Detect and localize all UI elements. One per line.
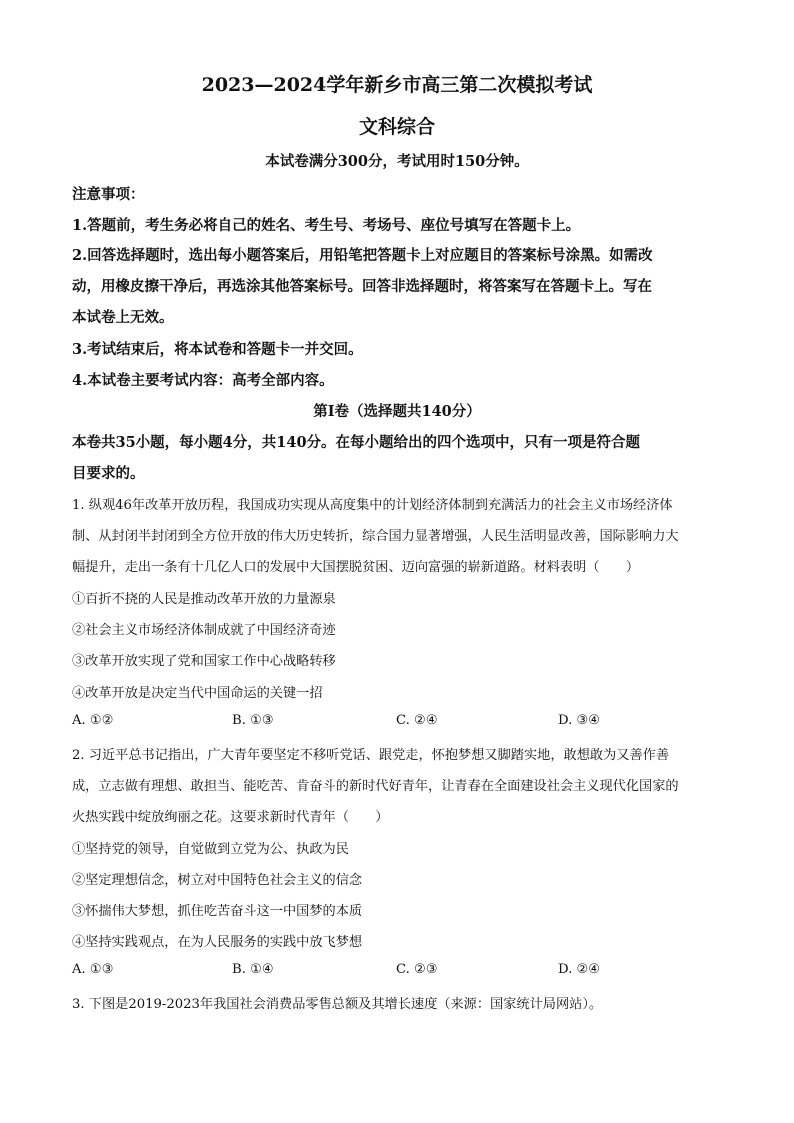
q2-item-3: ③怀揣伟大梦想，抓住吃苦奋斗这一中国梦的本质 <box>72 904 363 919</box>
q1-option-d[interactable]: D. ③④ <box>558 713 601 728</box>
notes-heading: 注意事项： <box>72 186 145 203</box>
q2-option-b[interactable]: B. ①④ <box>232 962 274 977</box>
notes-line-5: 3.考试结束后，将本试卷和答题卡一并交回。 <box>72 341 363 358</box>
q1-stem-2: 制、从封闭半封闭到全方位开放的伟大历史转折，综合国力显著增强，人民生活明显改善，国际影响力大 <box>72 529 679 544</box>
q1-stem-3: 幅提升，走出一条有十几亿人口的发展中大国摆脱贫困、迈向富强的崭新道路。材料表明（ ） <box>72 560 640 575</box>
q1-item-1: ①百折不挠的人民是推动改革开放的力量源泉 <box>72 592 336 607</box>
notes-line-1: 1.答题前，考生务必将自己的姓名、考生号、考场号、座位号填写在答题卡上。 <box>72 217 581 234</box>
notes-line-3: 动，用橡皮擦干净后，再选涂其他答案标号。回答非选择题时，将答案写在答题卡上。写在 <box>72 278 652 295</box>
exam-info: 本试卷满分300分，考试用时150分钟。 <box>265 153 529 170</box>
q2-stem-2: 成，立志做有理想、敢担当、能吃苦、肯奋斗的新时代好青年，让青春在全面建设社会主义现代化国家的 <box>72 779 679 794</box>
section-intro-1: 本卷共35小题，每小题4分，共140分。在每小题给出的四个选项中，只有一项是符合题 <box>72 434 641 451</box>
q2-stem-3: 火热实践中绽放绚丽之花。这要求新时代青年（ ） <box>72 810 389 825</box>
q2-item-2: ②坚定理想信念，树立对中国特色社会主义的信念 <box>72 873 363 888</box>
notes-line-4: 本试卷上无效。 <box>72 309 174 326</box>
q1-option-c[interactable]: C. ②④ <box>396 713 438 728</box>
section-title: 第Ⅰ卷（选择题共140分） <box>313 403 481 420</box>
notes-line-6: 4.本试卷主要考试内容：高考全部内容。 <box>72 372 334 389</box>
q2-option-d[interactable]: D. ②④ <box>558 962 601 977</box>
q1-item-3: ③改革开放实现了党和国家工作中心战略转移 <box>72 654 336 669</box>
q2-stem-1: 2. 习近平总书记指出，广大青年要坚定不移听党话、跟党走，怀抱梦想又脚踏实地，敢想敢为又善作善 <box>72 748 670 763</box>
q1-option-b[interactable]: B. ①③ <box>232 713 274 728</box>
q2-item-4: ④坚持实践观点，在为人民服务的实践中放飞梦想 <box>72 935 363 950</box>
section-intro-2: 目要求的。 <box>72 465 145 482</box>
q1-option-a[interactable]: A. ①② <box>72 713 114 728</box>
q2-option-a[interactable]: A. ①③ <box>72 962 114 977</box>
q2-item-1: ①坚持党的领导，自觉做到立党为公、执政为民 <box>72 842 349 857</box>
q1-stem-1: 1. 纵观46年改革开放历程，我国成功实现从高度集中的计划经济体制到充满活力的社会主义市场经济体 <box>72 498 673 513</box>
q1-item-2: ②社会主义市场经济体制成就了中国经济奇迹 <box>72 623 336 638</box>
notes-line-2: 2.回答选择题时，选出每小题答案后，用铅笔把答题卡上对应题目的答案标号涂黑。如需改 <box>72 247 653 264</box>
exam-title: 2023—2024学年新乡市高三第二次模拟考试 <box>201 74 593 96</box>
q3-stem: 3. 下图是2019-2023年我国社会消费品零售总额及其增长速度（来源：国家统计局网站）。 <box>72 997 603 1012</box>
exam-subject: 文科综合 <box>358 116 435 138</box>
q2-option-c[interactable]: C. ②③ <box>396 962 438 977</box>
q1-item-4: ④改革开放是决定当代中国命运的关键一招 <box>72 686 323 701</box>
